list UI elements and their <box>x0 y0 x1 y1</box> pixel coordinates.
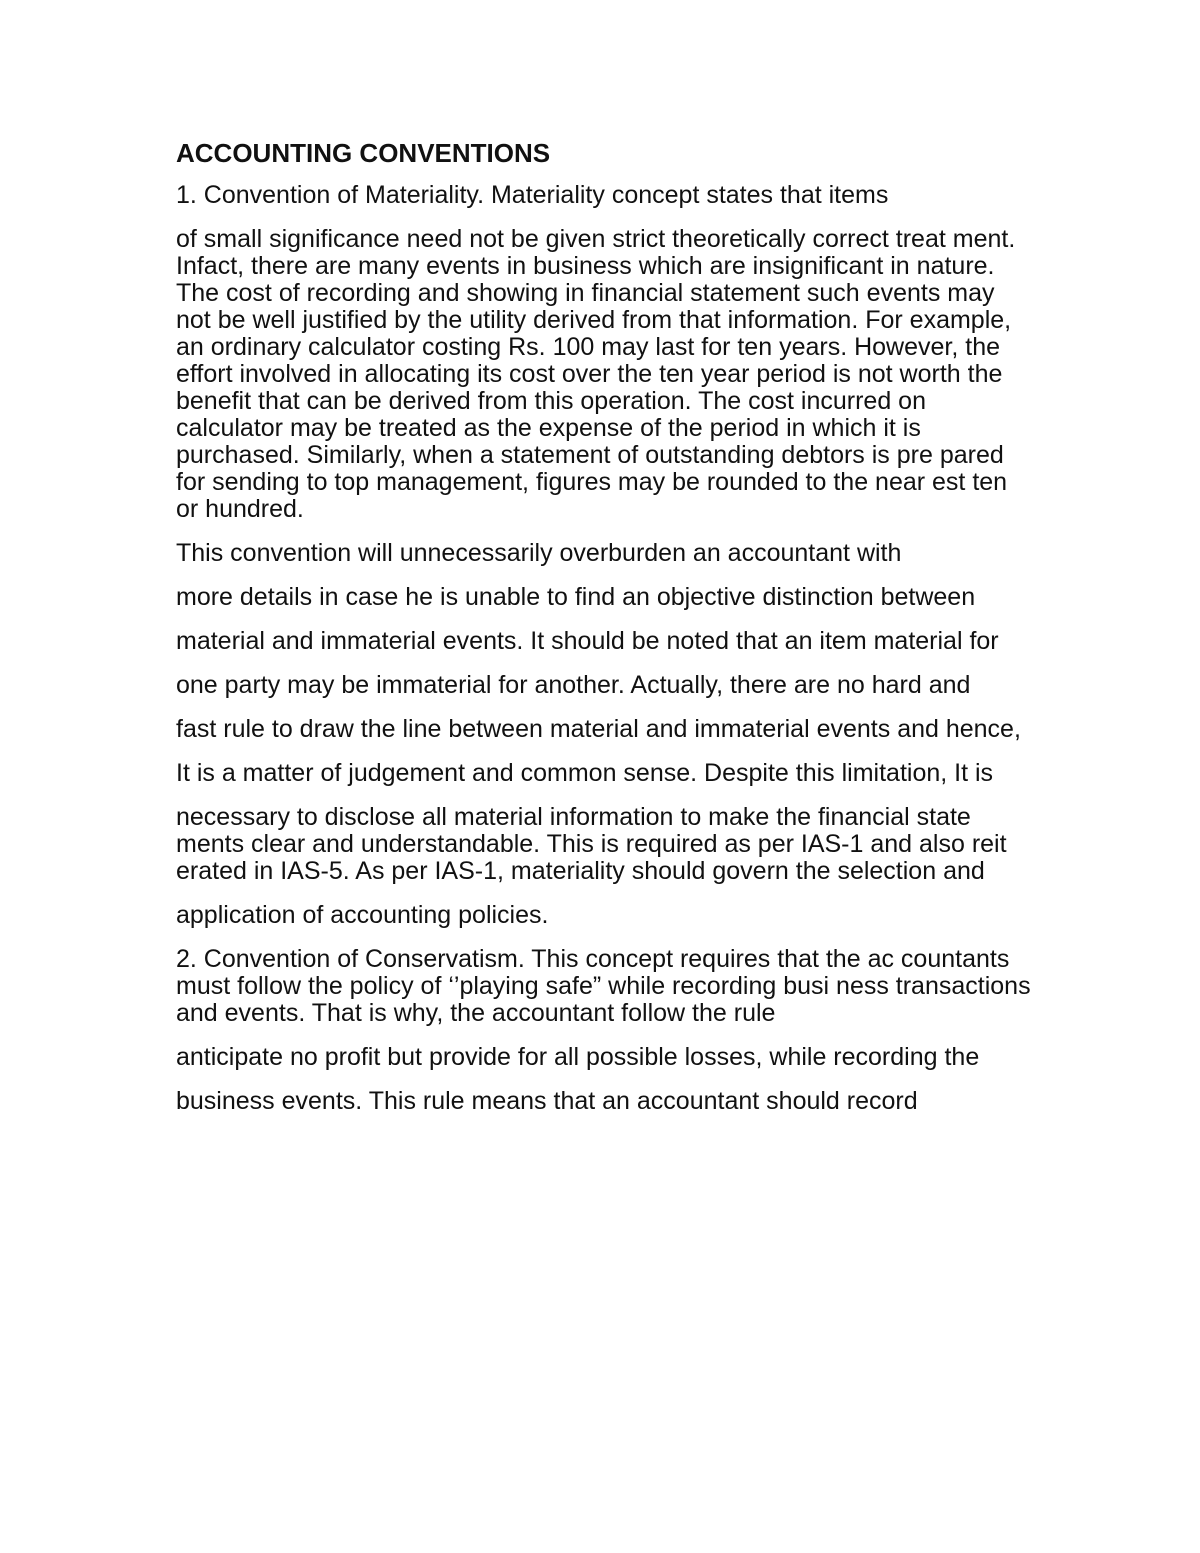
paragraph-disclose: necessary to disclose all material information to make the financial state ments clear and understandable. This is required as per IAS-1 and also reit erated in IAS-5. As per IAS-1, materiality should govern the selection and <box>176 803 1007 885</box>
paragraph-business-events: business events. This rule means that an accountant should record <box>176 1087 918 1115</box>
paragraph-material-immaterial: material and immaterial events. It should be noted that an item material for <box>176 627 999 655</box>
paragraph-conservatism: 2. Convention of Conservatism. This concept requires that the ac countants must follow the policy of ‘’playing safe” while recording busi ness transactions and events. That is why, the accountant follow the rule <box>176 945 1031 1027</box>
document-page <box>176 138 1036 1132</box>
paragraph-fast-rule: fast rule to draw the line between material and immaterial events and hence, <box>176 715 1021 743</box>
paragraph-one-party: one party may be immaterial for another. Actually, there are no hard and <box>176 671 971 699</box>
paragraph-application: application of accounting policies. <box>176 901 549 929</box>
paragraph-judgement: It is a matter of judgement and common sense. Despite this limitation, It is <box>176 759 994 787</box>
paragraph-overburden: This convention will unnecessarily overburden an accountant with <box>176 539 902 567</box>
paragraph-materiality-body: of small significance need not be given strict theoretically correct treat ment. Infact, there are many events in business which are insignificant in nature. The cost of recording and showing in financial statement such events may not be well justified by the utility derived from that information. For example, an ordinary calculator costing Rs. 100 may last for ten years. However, the effort involved in allocating its cost over the ten year period is not worth the benefit that can be derived from this operation. The cost incurred on calculator may be treated as the expense of the period in which it is purchased. Similarly, when a statement of outstanding debtors is pre pared for sending to top management, figures may be rounded to the near est ten or hundred. <box>176 225 1016 523</box>
paragraph-materiality-heading: 1. Convention of Materiality. Materiality concept states that items <box>176 181 889 209</box>
document-title: ACCOUNTING CONVENTIONS <box>176 138 551 168</box>
paragraph-anticipate: anticipate no profit but provide for all possible losses, while recording the <box>176 1043 980 1071</box>
paragraph-objective-distinction: more details in case he is unable to find an objective distinction between <box>176 583 976 611</box>
